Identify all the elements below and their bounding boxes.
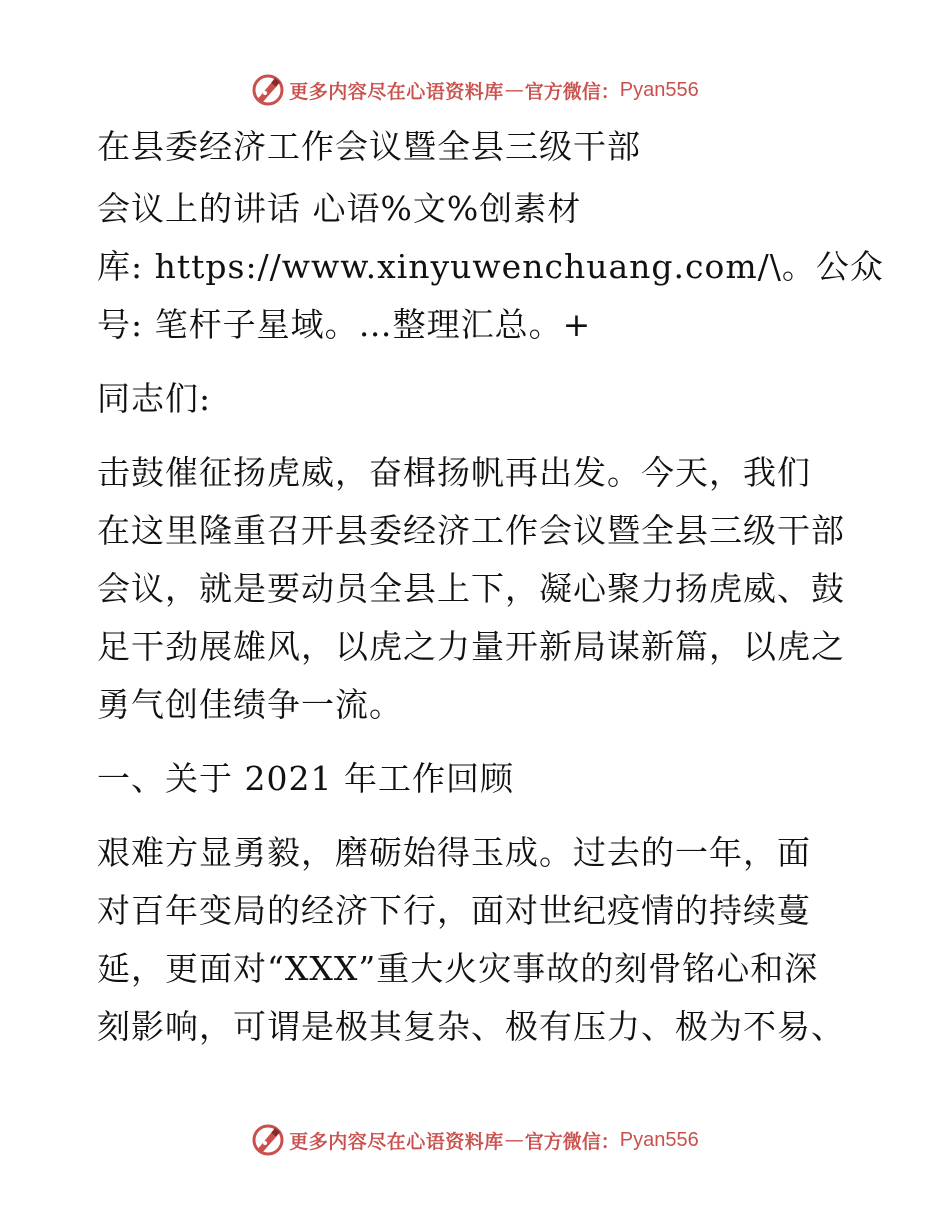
- banner-slogan: 更多内容尽在心语资料库: [289, 1130, 504, 1153]
- document-body: [97, 118, 884, 1056]
- paragraph-1: [97, 444, 857, 734]
- paragraph-line: 在这里隆重召开县委经济工作会议暨全县三级干部: [97, 511, 845, 550]
- banner-separator: —: [504, 1129, 524, 1151]
- paragraph-line: 击鼓催征扬虎威，奋楫扬帆再出发。今天，我们: [97, 453, 811, 492]
- banner-wechat-label: 官方微信：: [524, 1130, 620, 1153]
- banner-separator: —: [504, 79, 524, 101]
- paragraph-2: [97, 824, 857, 1056]
- paragraph-line: 对百年变局的经济下行，面对世纪疫情的持续蔓: [97, 891, 811, 930]
- salutation: 同志们:: [97, 379, 212, 418]
- banner-slogan: 更多内容尽在心语资料库: [289, 80, 504, 103]
- paragraph-line: 会议，就是要动员全县上下，凝心聚力扬虎威、鼓: [97, 569, 845, 608]
- paragraph-line: 勇气创佳绩争一流。: [97, 685, 403, 724]
- paragraph-line: 刻影响，可谓是极其复杂、极有压力、极为不易、: [97, 1007, 845, 1046]
- header-banner: [0, 70, 950, 110]
- paragraph-line: 足干劲展雄风，以虎之力量开新局谋新篇，以虎之: [97, 627, 845, 666]
- title-line-1: 在县委经济工作会议暨全县三级干部: [97, 127, 641, 166]
- source-line-1: 库: https://www.xinyuwenchuang.com/\。公众: [97, 247, 884, 286]
- paragraph-line: 延，更面对“XXX”重大火灾事故的刻骨铭心和深: [97, 949, 819, 988]
- pen-logo-icon: [251, 1123, 285, 1157]
- banner-wechat-label: 官方微信：: [524, 80, 620, 103]
- title-line-2: 会议上的讲话 心语%文%创素材: [97, 189, 582, 228]
- source-line-2: 号: 笔杆子星域。…整理汇总。+: [97, 305, 592, 344]
- pen-logo-icon: [251, 73, 285, 107]
- paragraph-line: 艰难方显勇毅，磨砺始得玉成。过去的一年，面: [97, 833, 811, 872]
- section-heading-1: 一、关于 2021 年工作回顾: [97, 759, 514, 798]
- footer-banner: [0, 1120, 950, 1160]
- banner-wechat-id: Pyan556: [619, 78, 699, 101]
- banner-wechat-id: Pyan556: [619, 1128, 699, 1151]
